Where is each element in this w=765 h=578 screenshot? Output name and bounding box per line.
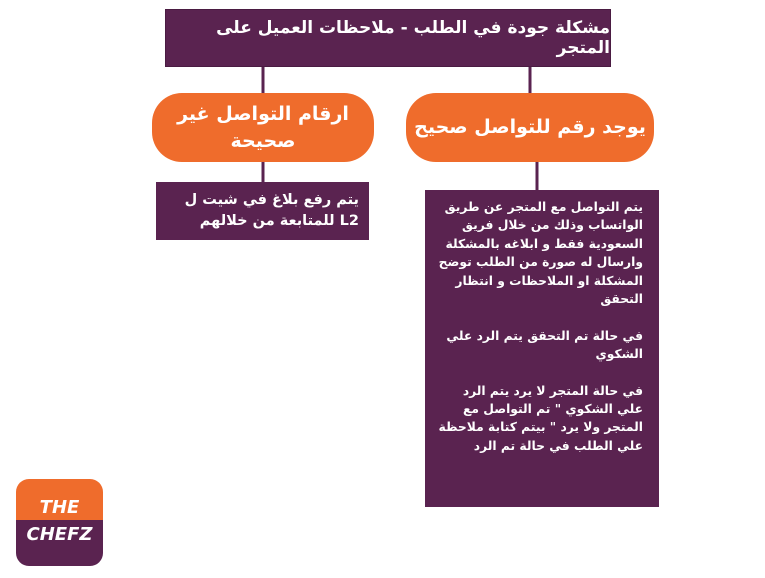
invalid-contact-detail: يتم رفع بلاغ في شيت ل L2 للمتابعة من خلالهم (184, 191, 359, 229)
valid-contact-pill (406, 93, 654, 162)
problem-title-box (165, 9, 611, 67)
the-chefz-logo (16, 479, 103, 566)
logo-line-chefz: CHEFZ (16, 520, 103, 566)
valid-contact-detail-1: يتم التواصل مع المتجر عن طريق الواتساب وذلك من خلال فريق السعودية فقط و ابلاغه بالمشكلة وارسال له صورة من الطلب توضح المشكلة او الملاحظات و انتظار التحقق (438, 200, 643, 307)
invalid-contact-heading-line1: ارقام التواصل غير (177, 102, 349, 125)
valid-contact-heading: يوجد رقم للتواصل صحيح (414, 116, 646, 139)
invalid-contact-pill (152, 93, 374, 162)
invalid-contact-detail-box (156, 182, 369, 240)
valid-contact-detail-box (425, 190, 659, 507)
valid-contact-detail-2: في حالة تم التحقق يتم الرد علي الشكوي (446, 328, 643, 362)
logo-line-the: THE (16, 479, 103, 520)
problem-title: مشكلة جودة في الطلب - ملاحظات العميل على المتجر (216, 18, 610, 58)
valid-contact-detail-3: في حالة المتجر لا يرد يتم الرد علي الشكوي " تم التواصل مع المتجر ولا يرد " بيتم كتابة ملاحظة علي الطلب في حالة تم الرد (438, 383, 643, 453)
invalid-contact-heading-line2: صحيحة (230, 129, 296, 152)
